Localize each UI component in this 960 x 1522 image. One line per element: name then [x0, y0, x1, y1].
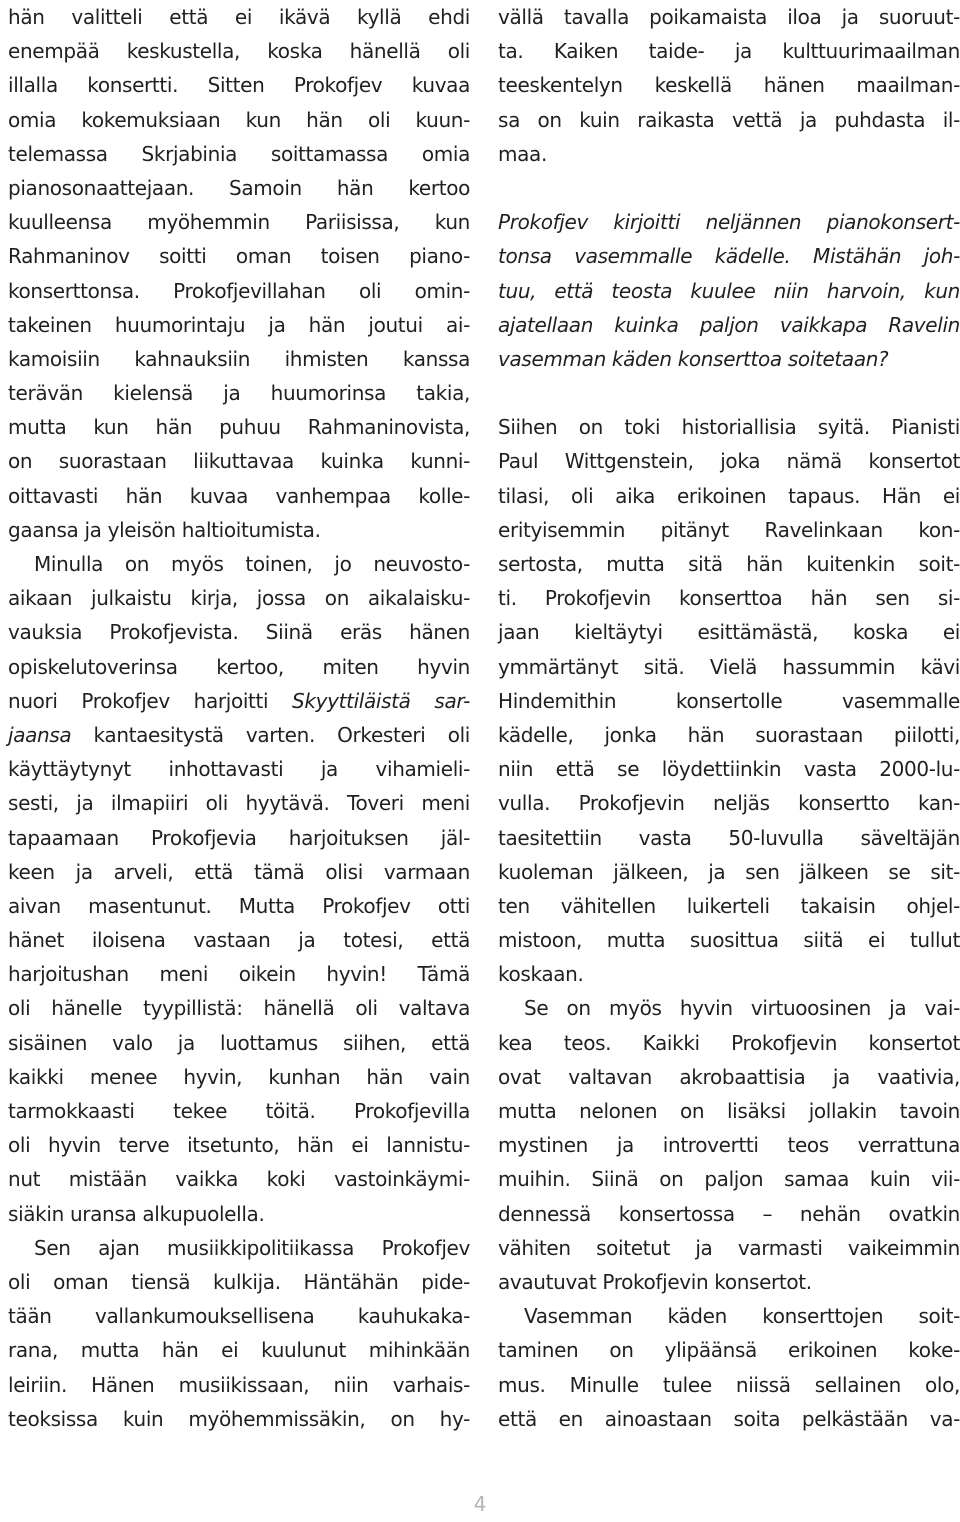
- text-line: Se on myös hyvin virtuoosinen ja vai-: [524, 996, 960, 1021]
- text-line: teoksissa kuin myöhemmissäkin, on hy-: [8, 1406, 470, 1431]
- text-line: pianosonaattejaan. Samoin hän kertoo: [8, 175, 470, 200]
- text-line: konserttonsa. Prokofjevillahan oli omin-: [8, 278, 470, 303]
- text-line: oli hänelle tyypillistä: hänellä oli valtava: [8, 996, 470, 1021]
- text-line: oittavasti hän kuvaa vanhempaa kolle-: [8, 483, 470, 508]
- text-line: sertosta, mutta sitä hän kuitenkin soit-: [498, 552, 960, 576]
- text-line: dennessä konsertossa – nehän ovatkin: [498, 1201, 960, 1226]
- text-line: illalla konsertti. Sitten Prokofjev kuvaa: [8, 73, 470, 98]
- text-line: tään vallankumouksellisena kauhukaka-: [8, 1304, 470, 1329]
- text-line: Siihen on toki historiallisia syitä. Pianisti: [498, 415, 960, 440]
- text-line: Minulla on myös toinen, jo neuvosto-: [34, 552, 470, 576]
- interview-question-line: tuu, että teosta kuulee niin harvoin, kun: [498, 278, 960, 303]
- text-line: taminen on ylipäänsä erikoinen koke-: [498, 1338, 960, 1363]
- text-line: gaansa ja yleisön haltioitumista.: [8, 517, 321, 542]
- text-fragment: kantaesitystä varten. Orkesteri oli: [71, 722, 470, 747]
- text-line: harjoitushan meni oikein hyvin! Tämä: [8, 962, 470, 987]
- text-line: takeinen huumorintaju ja hän joutui ai-: [8, 312, 470, 337]
- paragraph-gap: [498, 376, 960, 410]
- text-line: ti. Prokofjevin konserttoa hän sen si-: [498, 586, 960, 611]
- text-line: että en ainoastaan soita pelkästään va-: [498, 1406, 960, 1431]
- text-line: avautuvat Prokofjevin konsertot.: [498, 1269, 812, 1294]
- text-line: ta. Kaiken taide- ja kulttuurimaailman: [498, 39, 960, 64]
- text-line: kädelle, jonka hän suorastaan piilotti,: [498, 722, 960, 747]
- text-line: Sen ajan musiikkipolitiikassa Prokofjev: [34, 1235, 470, 1260]
- text-line: mutta kun hän puhuu Rahmaninovista,: [8, 415, 470, 440]
- left-column: [8, 0, 470, 1436]
- text-line: rana, mutta hän ei kuulunut mihinkään: [8, 1338, 470, 1363]
- right-column: [498, 0, 960, 1436]
- text-line: hänet iloisena vastaan ja totesi, että: [8, 928, 470, 953]
- text-line: leiriin. Hänen musiikissaan, niin varhais-: [8, 1372, 470, 1397]
- text-line: terävän kielensä ja huumorinsa takia,: [8, 381, 470, 406]
- page-number: 4: [473, 1492, 487, 1516]
- text-line: hän valitteli että ei ikävä kyllä ehdi: [8, 5, 470, 29]
- text-line: kea teos. Kaikki Prokofjevin konsertot: [498, 1030, 960, 1055]
- text-line: kuoleman jälkeen, ja sen jälkeen se sit-: [498, 859, 960, 884]
- text-line: kaikki menee hyvin, kunhan hän vain: [8, 1064, 470, 1089]
- text-line: [8, 718, 470, 752]
- text-line: vulla. Prokofjevin neljäs konsertto kan-: [498, 791, 960, 816]
- text-line: [8, 684, 470, 718]
- text-fragment: nuori Prokofjev harjoitti: [8, 688, 293, 713]
- interview-question-line: tonsa vasemmalle kädelle. Mistähän joh-: [498, 244, 960, 269]
- text-line: tapaamaan Prokofjevia harjoituksen jäl-: [8, 825, 470, 850]
- text-line: oli oman tiensä kulkija. Häntähän pide-: [8, 1269, 470, 1294]
- text-line: omia kokemuksiaan kun hän oli kuun-: [8, 107, 470, 132]
- text-line: ten vähitellen luikerteli takaisin ohjel-: [498, 893, 960, 918]
- text-line: muihin. Siinä on paljon samaa kuin vii-: [498, 1167, 960, 1192]
- text-line: tarmokkaasti tekee töitä. Prokofjevilla: [8, 1099, 470, 1123]
- text-line: mus. Minulle tulee niissä sellainen olo,: [498, 1372, 960, 1397]
- text-line: ymmärtänyt sitä. Vielä hassummin kävi: [498, 654, 960, 679]
- text-line: oli hyvin terve itsetunto, hän ei lannistu-: [8, 1133, 470, 1158]
- text-line: teeskentelyn keskellä hänen maailman-: [498, 73, 960, 98]
- text-line: on suorastaan liikuttavaa kuinka kunni-: [8, 449, 470, 474]
- text-line: tilasi, oli aika erikoinen tapaus. Hän ei: [498, 483, 960, 508]
- work-title: jaansa: [8, 722, 72, 747]
- text-line: enempää keskustella, koska hänellä oli: [8, 39, 470, 64]
- text-line: aivan masentunut. Mutta Prokofjev otti: [8, 893, 470, 918]
- text-line: sa on kuin raikasta vettä ja puhdasta il-: [498, 107, 960, 132]
- text-line: mystinen ja introvertti teos verrattuna: [498, 1133, 960, 1158]
- text-line: kuulleensa myöhemmin Pariisissa, kun: [8, 210, 470, 235]
- text-line: mutta nelonen on lisäksi jollakin tavoin: [498, 1099, 960, 1123]
- text-line: jaan kieltäytyi esittämästä, koska ei: [498, 620, 960, 645]
- paragraph-gap: [498, 171, 960, 205]
- text-line: telemassa Skrjabinia soittamassa omia: [8, 141, 470, 166]
- text-line: niin että se löydettiinkin vasta 2000-lu-: [498, 757, 960, 782]
- text-line: siäkin uransa alkupuolella.: [8, 1201, 265, 1226]
- interview-question-line: Prokofjev kirjoitti neljännen pianokonsert-: [498, 210, 960, 235]
- text-line: vällä tavalla poikamaista iloa ja suoruut-: [498, 5, 960, 29]
- text-line: Rahmaninov soitti oman toisen piano-: [8, 244, 470, 269]
- text-line: sisäinen valo ja luottamus siihen, että: [8, 1030, 470, 1055]
- text-line: keen ja arveli, että tämä olisi varmaan: [8, 859, 470, 884]
- text-line: ovat valtavan akrobaattisia ja vaativia,: [498, 1064, 960, 1089]
- text-line: kamoisiin kahnauksiin ihmisten kanssa: [8, 346, 470, 371]
- text-line: Paul Wittgenstein, joka nämä konsertot: [498, 449, 960, 474]
- text-line: vauksia Prokofjevista. Siinä eräs hänen: [8, 620, 470, 645]
- text-line: nut mistään vaikka koki vastoinkäymi-: [8, 1167, 470, 1192]
- text-line: Vasemman käden konserttojen soit-: [524, 1304, 960, 1329]
- interview-question-line: vasemman käden konserttoa soitetaan?: [498, 346, 889, 371]
- text-line: Hindemithin konsertolle vasemmalle: [498, 688, 960, 713]
- text-line: taesitettiin vasta 50-luvulla säveltäjän: [498, 825, 960, 850]
- text-line: opiskelutoverinsa kertoo, miten hyvin: [8, 654, 470, 679]
- text-line: aikaan julkaistu kirja, jossa on aikalaisku-: [8, 586, 470, 611]
- text-line: vähiten soitetut ja varmasti vaikeimmin: [498, 1235, 960, 1260]
- text-line: käyttäytynyt inhottavasti ja vihamieli-: [8, 757, 470, 782]
- interview-question-line: ajatellaan kuinka paljon vaikkapa Ravelin: [498, 312, 960, 337]
- text-line: maa.: [498, 141, 547, 166]
- text-line: koskaan.: [498, 962, 584, 987]
- text-line: erityisemmin pitänyt Ravelinkaan kon-: [498, 517, 960, 542]
- text-line: mistoon, mutta suosittua siitä ei tullut: [498, 928, 960, 953]
- text-line: sesti, ja ilmapiiri oli hyytävä. Toveri meni: [8, 791, 470, 816]
- work-title: Skyyttiläistä sar-: [292, 688, 470, 713]
